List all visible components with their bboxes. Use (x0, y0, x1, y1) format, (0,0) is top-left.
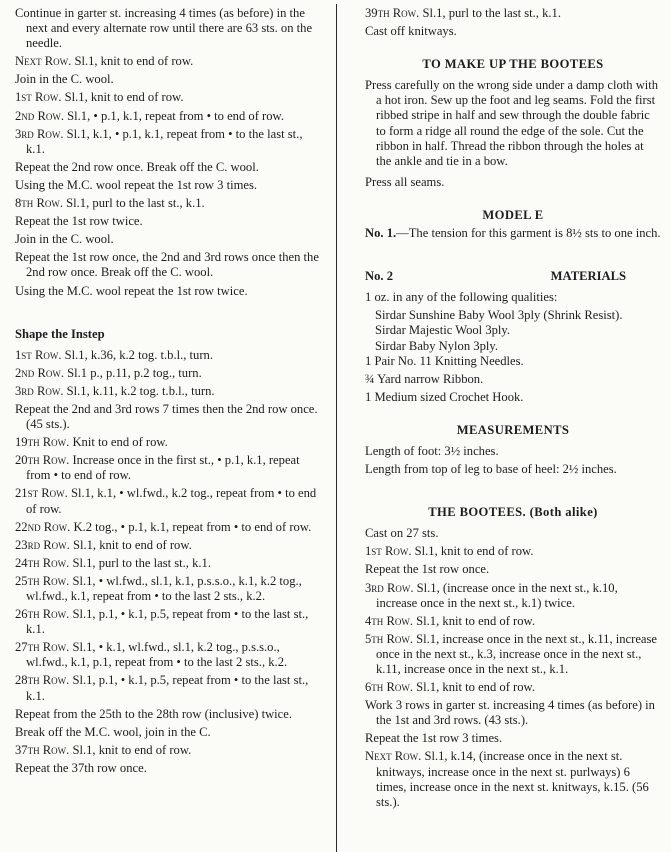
instruction-text: Join in the C. wool. (15, 232, 114, 247)
row-instruction (365, 226, 661, 241)
row-instruction (15, 453, 320, 483)
instruction-paragraph (15, 761, 320, 776)
right-column (365, 0, 661, 813)
left-column (15, 0, 320, 779)
instruction-text: Press carefully on the wrong side under a damp cloth with a hot iron. Sew up the foot and leg seams. Fold the first ribbed stripe in half and sew through the double fabric to form a ridge all round the edge of the sole. Cut the ribbon in half. Thread the ribbon through the holes at the ankle and tie in a bow. (365, 78, 659, 168)
section-heading: MATERIALS (550, 269, 626, 284)
section-heading: Shape the Instep (15, 326, 105, 341)
instruction-paragraph (15, 725, 320, 740)
row-instruction (365, 544, 661, 559)
instruction-paragraph (15, 178, 320, 193)
row-instruction (365, 632, 661, 677)
instruction-text: Sl.1, knit to end of row. (416, 680, 535, 695)
item-number: No. 2 (365, 269, 393, 284)
instruction-text: Repeat the 1st row twice. (15, 214, 143, 229)
instruction-paragraph (15, 284, 320, 299)
row-label: 2nd Row. (15, 365, 64, 380)
row-instruction (15, 486, 320, 516)
instruction-text: Continue in garter st. increasing 4 times (as before) in the next and every alternate row until there are 63 sts. on the needle. (15, 6, 313, 51)
row-instruction (15, 538, 320, 553)
instruction-text: Repeat the 2nd and 3rd rows 7 times then the 2nd row once. (45 sts.). (15, 401, 318, 432)
row-instruction (15, 384, 320, 399)
instruction-text: Break off the M.C. wool, join in the C. (15, 724, 211, 739)
instruction-paragraph (15, 232, 320, 247)
row-instruction (15, 348, 320, 363)
instruction-text: Repeat the 1st row once, the 2nd and 3rd rows once then the 2nd row once. Break off the C. wool. (15, 250, 319, 280)
row-label: 1st Row. (15, 90, 62, 105)
material-item: Sirdar Sunshine Baby Wool 3ply (Shrink Resist). (375, 308, 623, 323)
row-label: 27th Row. (15, 640, 70, 655)
instruction-paragraph (365, 731, 661, 746)
instruction-text: Sl.1, k.11, k.2 tog. t.b.l., turn. (66, 383, 215, 398)
row-label: Next Row. (365, 749, 422, 764)
instruction-text: Repeat the 1st row once. (365, 562, 490, 577)
row-instruction (365, 614, 661, 629)
instruction-text: Sl.1, knit to end of row. (72, 742, 192, 757)
instruction-text: Sl.1, • wl.fwd., sl.1, k.1, p.s.s.o., k.1, k.2 tog., wl.fwd., k.1, repeat from • to the last 2 sts., k.2. (26, 573, 302, 603)
row-instruction (15, 673, 320, 703)
row-instruction (15, 109, 320, 124)
row-label: 3rd Row. (365, 580, 414, 595)
row-label: 25th Row. (15, 573, 70, 588)
section-heading: MEASUREMENTS (456, 422, 570, 437)
row-label: 2nd Row. (15, 108, 64, 123)
instruction-text: Sl.1, • p.1, k.1, repeat from • to end of row. (67, 108, 284, 123)
instruction-text: Cast off knitways. (365, 24, 457, 39)
instruction-paragraph (365, 78, 661, 169)
row-instruction (15, 196, 320, 211)
instruction-text: Sl.1, knit to end of row. (414, 544, 534, 559)
instruction-text: 1 Medium sized Crochet Hook. (365, 389, 524, 404)
instruction-text: Repeat from the 25th to the 28th row (inclusive) twice. (15, 706, 292, 721)
instruction-text: ¾ Yard narrow Ribbon. (365, 371, 484, 386)
instruction-text: Sl.1, increase once in the next st., k.11, increase once in the next st., k.3, increase once in the next st., k.11, increase once in the next st., k.1. (376, 631, 657, 676)
row-label: 4th Row. (365, 613, 413, 628)
instruction-text: Repeat the 37th row once. (15, 760, 147, 775)
material-item: Sirdar Baby Nylon 3ply. (375, 338, 499, 353)
instruction-text: Using the M.C. wool repeat the 1st row 3 times. (15, 177, 258, 192)
instruction-paragraph (365, 526, 661, 541)
instruction-text: Work 3 rows in garter st. increasing 4 times (as before) in the 1st and 3rd rows. (43 sts.). (365, 698, 655, 728)
instruction-text: Sl.1, • k.1, wl.fwd., sl.1, k.2 tog., p.s.s.o., wl.fwd., k.1, p.1, repeat from • to the last 2 sts., k.2. (26, 640, 288, 670)
instruction-text: Knit to end of row. (72, 435, 168, 450)
instruction-paragraph (15, 6, 320, 51)
row-label: 3rd Row. (15, 383, 64, 398)
instruction-paragraph (365, 372, 661, 387)
row-label: 24th Row. (15, 555, 70, 570)
instruction-text: Sl.1, knit to end of row. (72, 537, 192, 552)
instruction-text: Sl.1, purl to the last st., k.1. (66, 196, 205, 211)
instruction-paragraph (15, 707, 320, 722)
instruction-text: Sl.1 p., p.11, p.2 tog., turn. (67, 365, 202, 380)
instruction-text: Sl.1, p.1, • k.1, p.5, repeat from • to the last st., k.1. (26, 673, 309, 703)
instruction-text: Sl.1, knit to end of row. (74, 54, 194, 69)
instruction-paragraph (365, 462, 661, 477)
instruction-paragraph (15, 250, 320, 280)
section-heading: THE BOOTEES. (Both alike) (428, 505, 598, 520)
instruction-text: Increase once in the first st., • p.1, k.1, repeat from • to end of row. (26, 453, 300, 483)
instruction-paragraph (15, 214, 320, 229)
instruction-text: Sl.1, (increase once in the next st., k.10, increase once in the next st., k.1) twice. (376, 580, 618, 610)
instruction-text: Sl.1, k.1, • p.1, k.1, repeat from • to the last st., k.1. (26, 126, 303, 156)
instruction-paragraph (365, 354, 661, 369)
material-item: Sirdar Majestic Wool 3ply. (375, 323, 511, 338)
instruction-paragraph (365, 24, 661, 39)
instruction-text: —The tension for this garment is 8½ sts to one inch. (396, 226, 661, 241)
instruction-text: Length of foot: 3½ inches. (365, 443, 499, 458)
instruction-paragraph (365, 175, 661, 190)
instruction-paragraph (15, 402, 320, 432)
instruction-text: Sl.1, p.1, • k.1, p.5, repeat from • to the last st., k.1. (26, 607, 309, 637)
instruction-text: Sl.1, purl to the last st., k.1. (422, 6, 561, 20)
section-heading: MODEL E (482, 207, 544, 222)
row-instruction (15, 574, 320, 604)
row-label: 37th Row. (15, 742, 70, 757)
instruction-text: Cast on 27 sts. (365, 526, 439, 541)
row-label: 26th Row. (15, 607, 70, 622)
instruction-text: K.2 tog., • p.1, k.1, repeat from • to end of row. (73, 519, 312, 534)
instruction-text: Sl.1, knit to end of row. (64, 90, 184, 105)
instruction-text: Sl.1, purl to the last st., k.1. (72, 555, 211, 570)
instruction-text: Repeat the 1st row 3 times. (365, 731, 503, 746)
instruction-text: Press all seams. (365, 174, 445, 189)
row-label: 6th Row. (365, 680, 413, 695)
row-instruction (15, 607, 320, 637)
row-instruction (365, 6, 661, 21)
row-label: 1st Row. (15, 347, 62, 362)
row-instruction (15, 743, 320, 758)
instruction-text: Sl.1, k.36, k.2 tog. t.b.l., turn. (64, 347, 213, 362)
row-instruction (15, 556, 320, 571)
row-instruction (365, 749, 661, 809)
instruction-text: Sl.1, k.1, • wl.fwd., k.2 tog., repeat from • to end of row. (26, 486, 317, 516)
row-label: 22nd Row. (15, 519, 71, 534)
row-label: 5th Row. (365, 631, 413, 646)
instruction-paragraph (365, 390, 661, 405)
instruction-text: Repeat the 2nd row once. Break off the C. wool. (15, 159, 259, 174)
materials-heading-row (365, 269, 661, 284)
row-label: 1st Row. (365, 544, 412, 559)
row-instruction (15, 127, 320, 157)
instruction-paragraph (365, 562, 661, 577)
row-label: 19th Row. (15, 435, 70, 450)
row-label: No. 1. (365, 226, 397, 241)
row-instruction (15, 435, 320, 450)
row-instruction (15, 640, 320, 670)
row-instruction (15, 90, 320, 105)
row-instruction (15, 54, 320, 69)
row-label: 3rd Row. (15, 126, 64, 141)
column-divider (336, 4, 337, 852)
instruction-text: 1 oz. in any of the following qualities: (365, 290, 558, 305)
instruction-text: Using the M.C. wool repeat the 1st row twice. (15, 283, 248, 298)
instruction-paragraph (365, 290, 661, 305)
row-label: Next Row. (15, 54, 72, 69)
row-instruction (15, 520, 320, 535)
row-label: 39th Row. (365, 6, 420, 20)
instruction-text: Join in the C. wool. (15, 72, 114, 87)
section-heading: TO MAKE UP THE BOOTEES (422, 57, 604, 72)
instruction-text: Length from top of leg to base of heel: 2½ inches. (365, 462, 617, 477)
row-instruction (15, 366, 320, 381)
instruction-paragraph (15, 160, 320, 175)
row-label: 8th Row. (15, 196, 63, 211)
instruction-paragraph (365, 698, 661, 728)
instruction-text: Sl.1, k.14, (increase once in the next st. knitways, increase once in the next st. purlways) 6 times, increase once in the next st. knitways, k.15. (56 sts.). (376, 749, 649, 809)
row-instruction (365, 680, 661, 695)
row-label: 20th Row. (15, 453, 70, 468)
row-label: 21st Row. (15, 486, 68, 501)
instruction-paragraph (365, 444, 661, 459)
row-label: 28th Row. (15, 673, 70, 688)
instruction-paragraph (15, 72, 320, 87)
instruction-text: Sl.1, knit to end of row. (416, 613, 535, 628)
row-instruction (365, 581, 661, 611)
instruction-text: 1 Pair No. 11 Knitting Needles. (365, 353, 524, 368)
row-label: 23rd Row. (15, 537, 70, 552)
